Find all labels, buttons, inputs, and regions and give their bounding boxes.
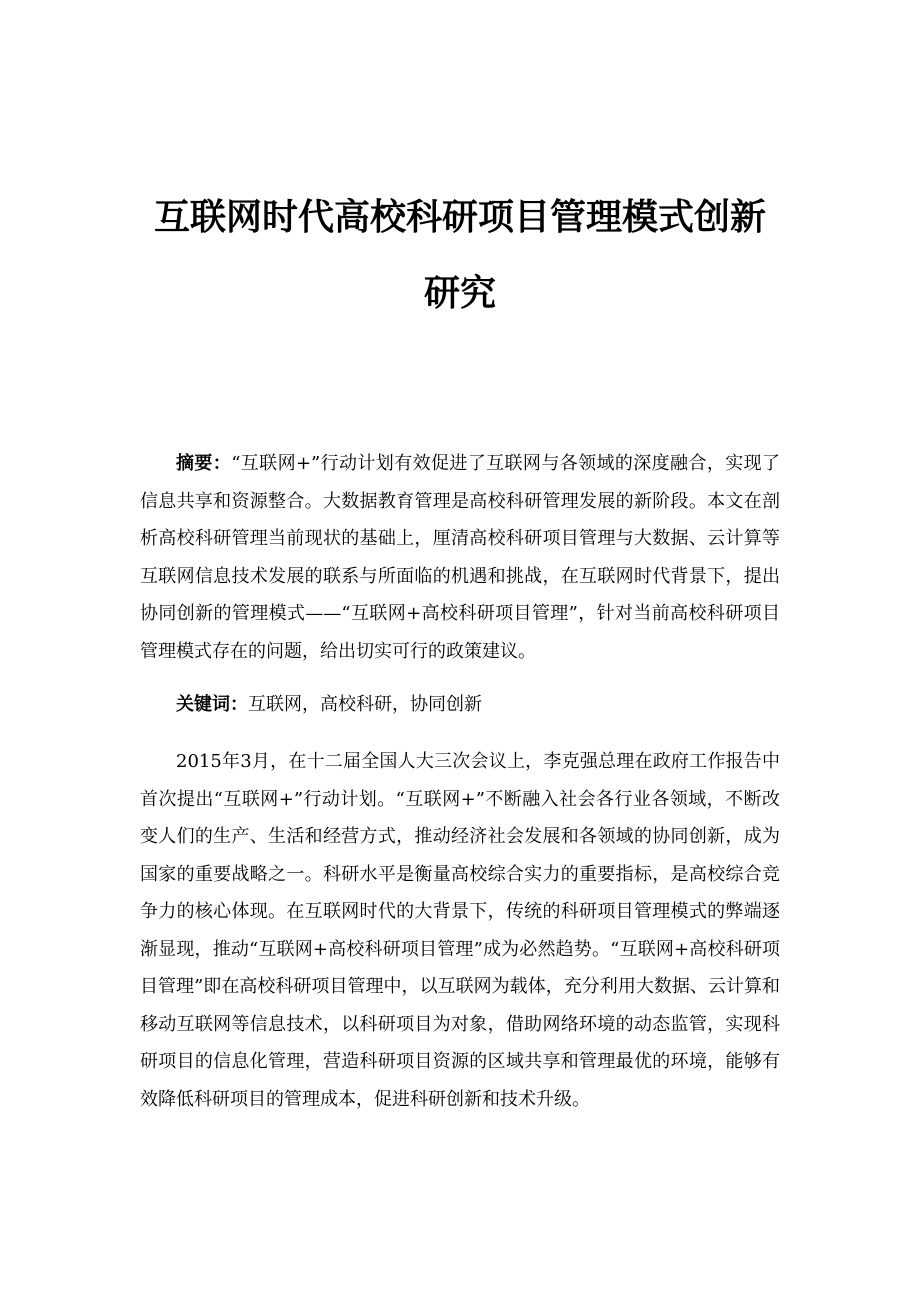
- intro-paragraph: 2015年3月，在十二届全国人大三次会议上，李克强总理在政府工作报告中首次提出“互联网+”行动计划。“互联网+”不断融入社会各行业各领域，不断改变人们的生产、生活和经营方式，推动经济社会发展和各领域的协同创新，成为国家的重要战略之一。科研水平是衡量高校综合实力的重要指标，是高校综合竞争力的核心体现。在互联网时代的大背景下，传统的科研项目管理模式的弊端逐渐显现，推动“互联网+高校科研项目管理”成为必然趋势。“互联网+高校科研项目管理”即在高校科研项目管理中，以互联网为载体，充分利用大数据、云计算和移动互联网等信息技术，以科研项目为对象，借助网络环境的动态监管，实现科研项目的信息化管理，营造科研项目资源的区域共享和管理最优的环境，能够有效降低科研项目的管理成本，促进科研创新和技术升级。: [140, 751, 780, 1110]
- title-line-2: 研究: [423, 273, 496, 314]
- keywords-paragraph: [140, 686, 780, 724]
- keywords-label: 关键词：: [176, 694, 248, 715]
- document-title: [120, 180, 800, 332]
- keywords-text: 互联网，高校科研，协同创新: [248, 694, 482, 715]
- abstract-paragraph: [140, 445, 780, 670]
- title-line-1: 互联网时代高校科研项目管理模式创新: [153, 197, 766, 238]
- abstract-text: “互联网+”行动计划有效促进了互联网与各领域的深度融合，实现了信息共享和资源整合。大数据教育管理是高校科研管理发展的新阶段。本文在剖析高校科研管理当前现状的基础上，厘清高校科研项目管理与大数据、云计算等互联网信息技术发展的联系与所面临的机遇和挑战，在互联网时代背景下，提出协同创新的管理模式——“互联网+高校科研项目管理”，针对当前高校科研项目管理模式存在的问题，给出切实可行的政策建议。: [140, 453, 781, 662]
- abstract-label: 摘要：: [176, 453, 232, 474]
